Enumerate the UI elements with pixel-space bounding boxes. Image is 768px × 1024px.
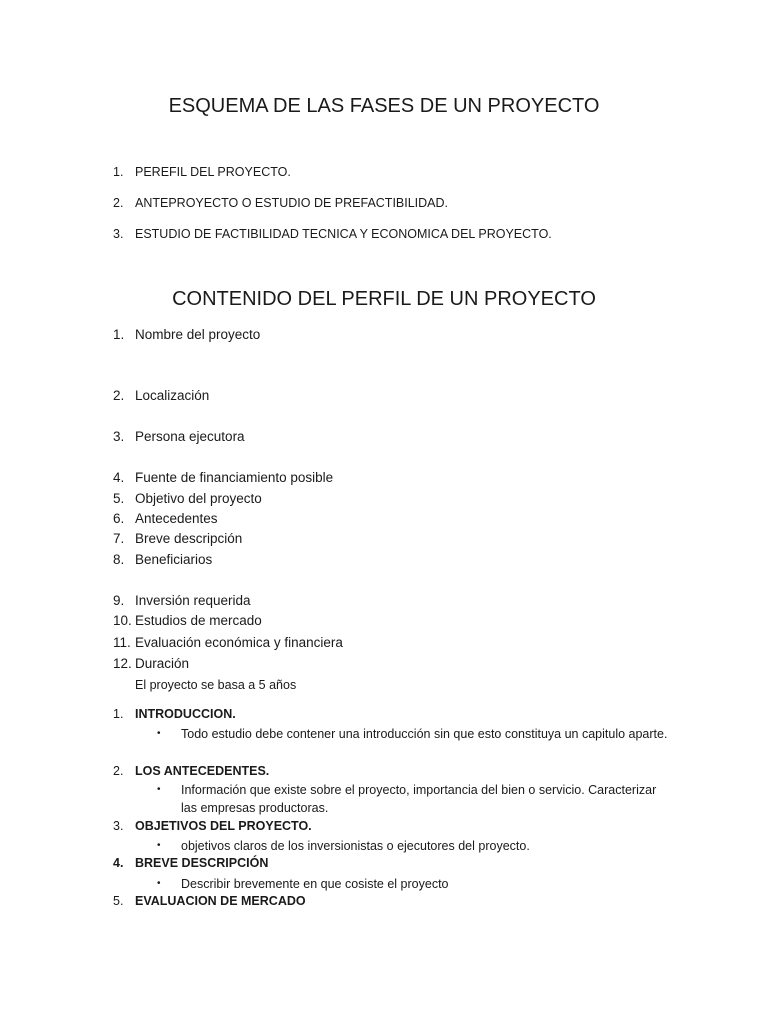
list-label: Evaluación económica y financiera [135,635,343,650]
list-item-perfil-1 [113,327,260,342]
list-label: ANTEPROYECTO O ESTUDIO DE PREFACTIBILIDAD. [135,196,449,210]
section-item-5 [113,894,306,908]
list-item-fase-2 [113,196,448,210]
list-item-perfil-3 [113,429,245,444]
list-number: 1. [113,165,124,179]
list-item-fase-3 [113,227,552,241]
section-item-2 [113,764,269,778]
list-item-perfil-4 [113,470,333,485]
bullet-text: Describir brevemente en que cosiste el proyecto [181,877,449,891]
list-item-perfil-9 [113,593,251,608]
list-label: PEREFIL DEL PROYECTO. [135,165,291,179]
list-number: 6. [113,511,125,526]
list-number: 3. [113,819,124,833]
list-number: 7. [113,531,125,546]
list-item-perfil-5 [113,491,262,506]
bullet-text: Todo estudio debe contener una introducción sin que esto constituya un capitulo aparte. [181,727,668,741]
list-item-perfil-11 [113,635,343,650]
section-heading: BREVE DESCRIPCIÓN [135,856,269,870]
list-label: Persona ejecutora [135,429,245,444]
bullet-text: Información que existe sobre el proyecto, importancia del bien o servicio. Caracterizar las empresas productoras. [181,783,657,815]
section-heading: EVALUACION DE MERCADO [135,894,306,908]
list-number: 2. [113,388,125,403]
bullet-text: objetivos claros de los inversionistas o ejecutores del proyecto. [181,839,530,853]
list-label: Fuente de financiamiento posible [135,470,334,485]
bullet-icon: • [157,784,161,795]
list-label: Estudios de mercado [135,613,262,628]
list-label: Localización [135,388,210,403]
list-label: Antecedentes [135,511,218,526]
list-label: Breve descripción [135,531,243,546]
title-perfil: CONTENIDO DEL PERFIL DE UN PROYECTO [172,288,596,310]
list-number: 8. [113,552,125,567]
list-item-perfil-12 [113,656,189,671]
list-number: 12. [113,656,132,671]
bullet-icon: • [157,728,161,739]
list-number: 2. [113,196,124,210]
list-label: Beneficiarios [135,552,213,567]
list-number: 5. [113,491,125,506]
list-label: Objetivo del proyecto [135,491,262,506]
section-heading: LOS ANTECEDENTES. [135,764,270,778]
list-number: 4. [113,856,124,870]
list-label: Inversión requerida [135,593,251,608]
list-item-perfil-8 [113,552,212,567]
list-item-perfil-10 [113,613,262,628]
list-label: ESTUDIO DE FACTIBILIDAD TECNICA Y ECONOMICA DEL PROYECTO. [135,227,552,241]
list-number: 10. [113,613,132,628]
list-item-perfil-2 [113,388,209,403]
section-item-1 [113,707,236,721]
section-heading: OBJETIVOS DEL PROYECTO. [135,819,312,833]
list-number: 5. [113,894,124,908]
bullet-icon: • [157,878,161,889]
section-item-4 [113,856,268,870]
list-number: 1. [113,327,125,342]
list-item-perfil-7 [113,531,242,546]
list-item-fase-1 [113,165,291,179]
list-number: 3. [113,429,125,444]
list-number: 1. [113,707,124,721]
duracion-note: El proyecto se basa a 5 años [135,678,297,692]
title-fases: ESQUEMA DE LAS FASES DE UN PROYECTO [168,95,600,117]
list-item-perfil-6 [113,511,218,526]
list-label: Nombre del proyecto [135,327,261,342]
bullet-icon: • [157,840,161,851]
list-label: Duración [135,656,190,671]
list-number: 2. [113,764,124,778]
section-item-3 [113,819,312,833]
list-number: 4. [113,470,125,485]
list-number: 11. [113,635,131,650]
list-number: 9. [113,593,125,608]
section-heading: INTRODUCCION. [135,707,236,721]
list-number: 3. [113,227,124,241]
